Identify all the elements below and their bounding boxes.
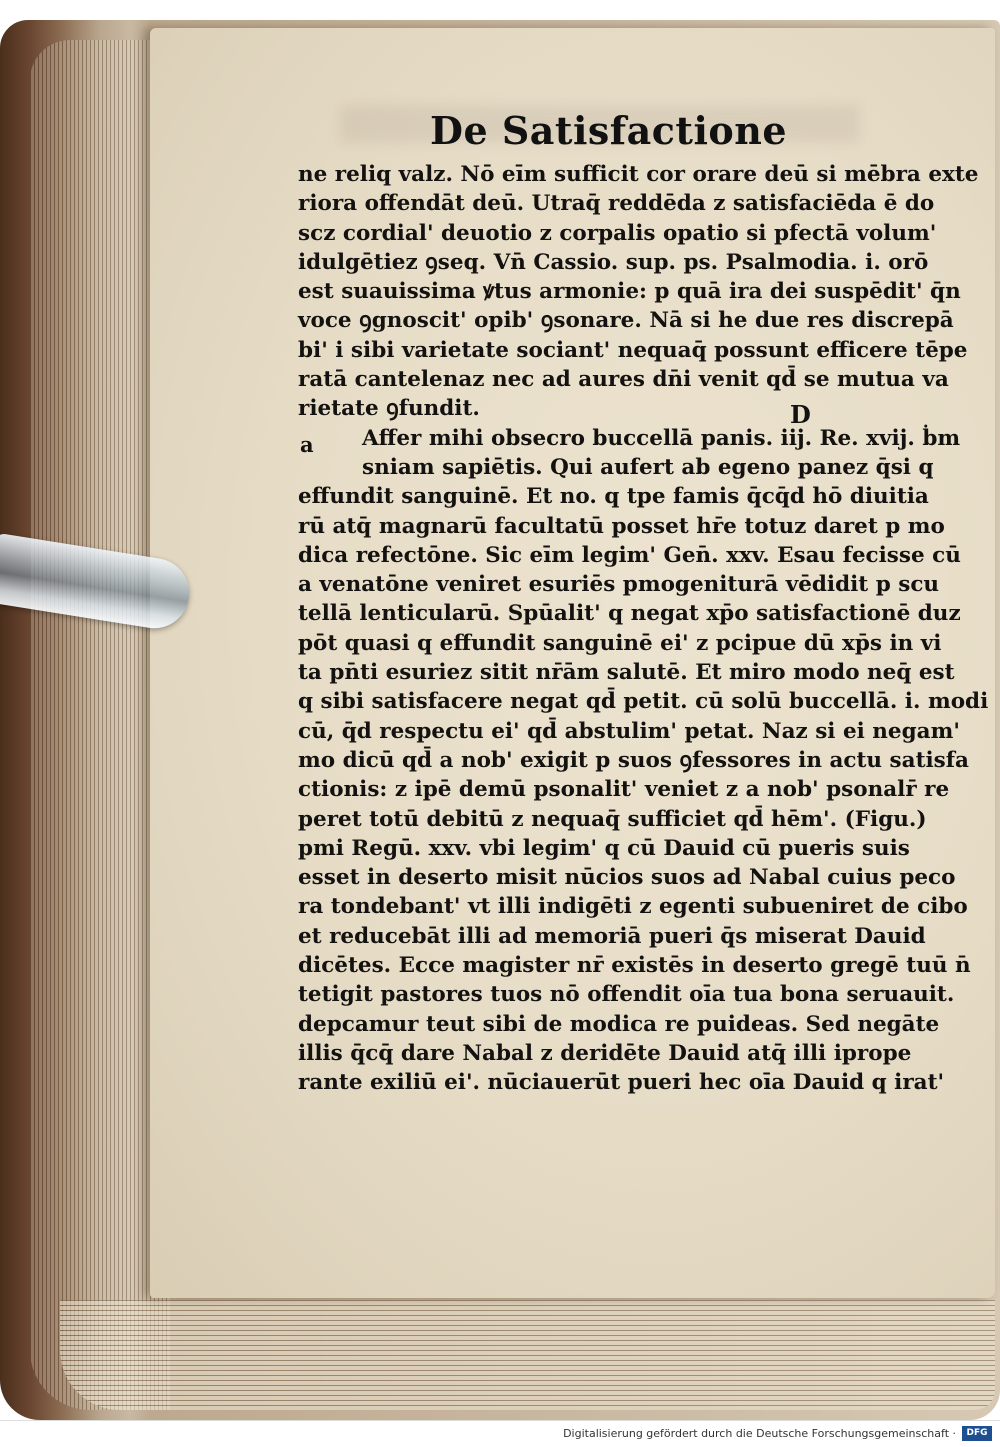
text-line: depcamur teut sibi de modica re puideas. Sed negāte: [298, 1011, 940, 1037]
text-line: effundit sanguinē. Et no. q tpe famis q̄cq̄d hō diuitia: [298, 484, 929, 510]
text-line: ra tondebant' vt illi indigēti z egenti subueniret de cibo: [298, 894, 968, 920]
text-line: mo dicū qd̄ a nob' exigit p suos ꝯfessores in actu satisfa: [298, 747, 969, 773]
text-line: peret totū debitū z nequaq̄ sufficiet qd̄ hēm'. (Figu.): [298, 806, 927, 832]
text-line: ratā cantelenaz nec ad aures dn̄i venit qd̄ se mutua va: [298, 367, 949, 393]
text-line: pōt quasi q effundit sanguinē ei' z pcipue dū xp̄s in vi: [298, 630, 942, 656]
text-line: riora offendāt deū. Utraq̄ reddēda z satisfaciēda ē do: [298, 191, 935, 217]
text-line: illis q̄cq̄ dare Nabal z deridēte Dauid atq̄ illi iprope: [298, 1040, 912, 1066]
page-stack-left: [30, 40, 170, 1410]
text-block: [298, 160, 989, 1098]
text-line: rietate ꝯfundit.: [298, 396, 480, 422]
page-stack-bottom: [60, 1300, 995, 1410]
text-line: rante exiliū ei'. nūciauerūt pueri hec oīa Dauid q irat': [298, 1070, 945, 1096]
text-line: tellā lenticularū. Spūalit' q negat xp̄o satisfactionē duz: [298, 601, 961, 627]
margin-note: a: [300, 432, 314, 457]
text-line: dica refectōne. Sic eīm legim' Gen̄. xxv. Esau fecisse cū: [298, 542, 961, 568]
text-line: a venatōne veniret esuriēs pmogeniturā vēdidit p scu: [298, 572, 940, 598]
text-line: est suauissima ꝟtus armonie: p quā ira dei suspēdit' q̄n: [298, 279, 961, 305]
text-line: tetigit pastores tuos nō offendit oīa tua bona seruauit.: [298, 982, 955, 1008]
funding-note: Digitalisierung gefördert durch die Deutsche Forschungsgemeinschaft ·: [563, 1427, 956, 1440]
text-line: Affer mihi obsecro buccellā panis. iij. Re. xvij. ḃm: [362, 425, 961, 451]
text-line: voce ꝯgnoscit' opib' ꝯsonare. Nā si he due res discrepā: [298, 308, 954, 334]
text-line: q sibi satisfacere negat qd̄ petit. cū solū buccellā. i. modi: [298, 689, 989, 715]
dfg-logo: DFG: [962, 1426, 992, 1441]
text-line: esset in deserto misit nūcios suos ad Nabal cuius peco: [298, 865, 956, 891]
text-line: rū atq̄ magnarū facultatū posset hr̄e totuz daret p mo: [298, 513, 945, 539]
text-line: scz cordial' deuotio z corpalis opatio si pfectā volum': [298, 220, 937, 246]
text-line: pmi Regū. xxv. vbi legim' q cū Dauid cū pueris suis: [298, 835, 910, 861]
text-line: ta pn̄ti esuriez sitit nr̄ām salutē. Et miro modo neq̄ est: [298, 660, 955, 686]
text-line: cū, q̄d respectu ei' qd̄ abstulim' petat. Naz si ei negam': [298, 718, 960, 744]
text-line: sniam sapiētis. Qui aufert ab egeno panez q̄si q: [362, 454, 934, 480]
text-line: ne reliq valz. Nō eīm sufficit cor orare deū si mēbra exte: [298, 162, 979, 187]
text-line: dicētes. Ecce magister nr̄ existēs in deserto gregē tuū n̄: [298, 953, 971, 979]
footer-bar: [0, 1420, 1000, 1447]
section-marker: D: [790, 400, 811, 429]
text-line: idulgētiez ꝯseq. Vn̄ Cassio. sup. ps. Psalmodia. i. orō: [298, 249, 929, 275]
text-line: ctionis: z ipē demū psonalit' veniet z a nob' psonalr̄ re: [298, 777, 950, 803]
running-head: De Satisfactione: [430, 108, 788, 153]
text-line: et reducebāt illi ad memoriā pueri q̄s miserat Dauid: [298, 923, 926, 949]
text-line: bi' i sibi varietate sociant' nequaq̄ possunt efficere tēpe: [298, 337, 968, 363]
